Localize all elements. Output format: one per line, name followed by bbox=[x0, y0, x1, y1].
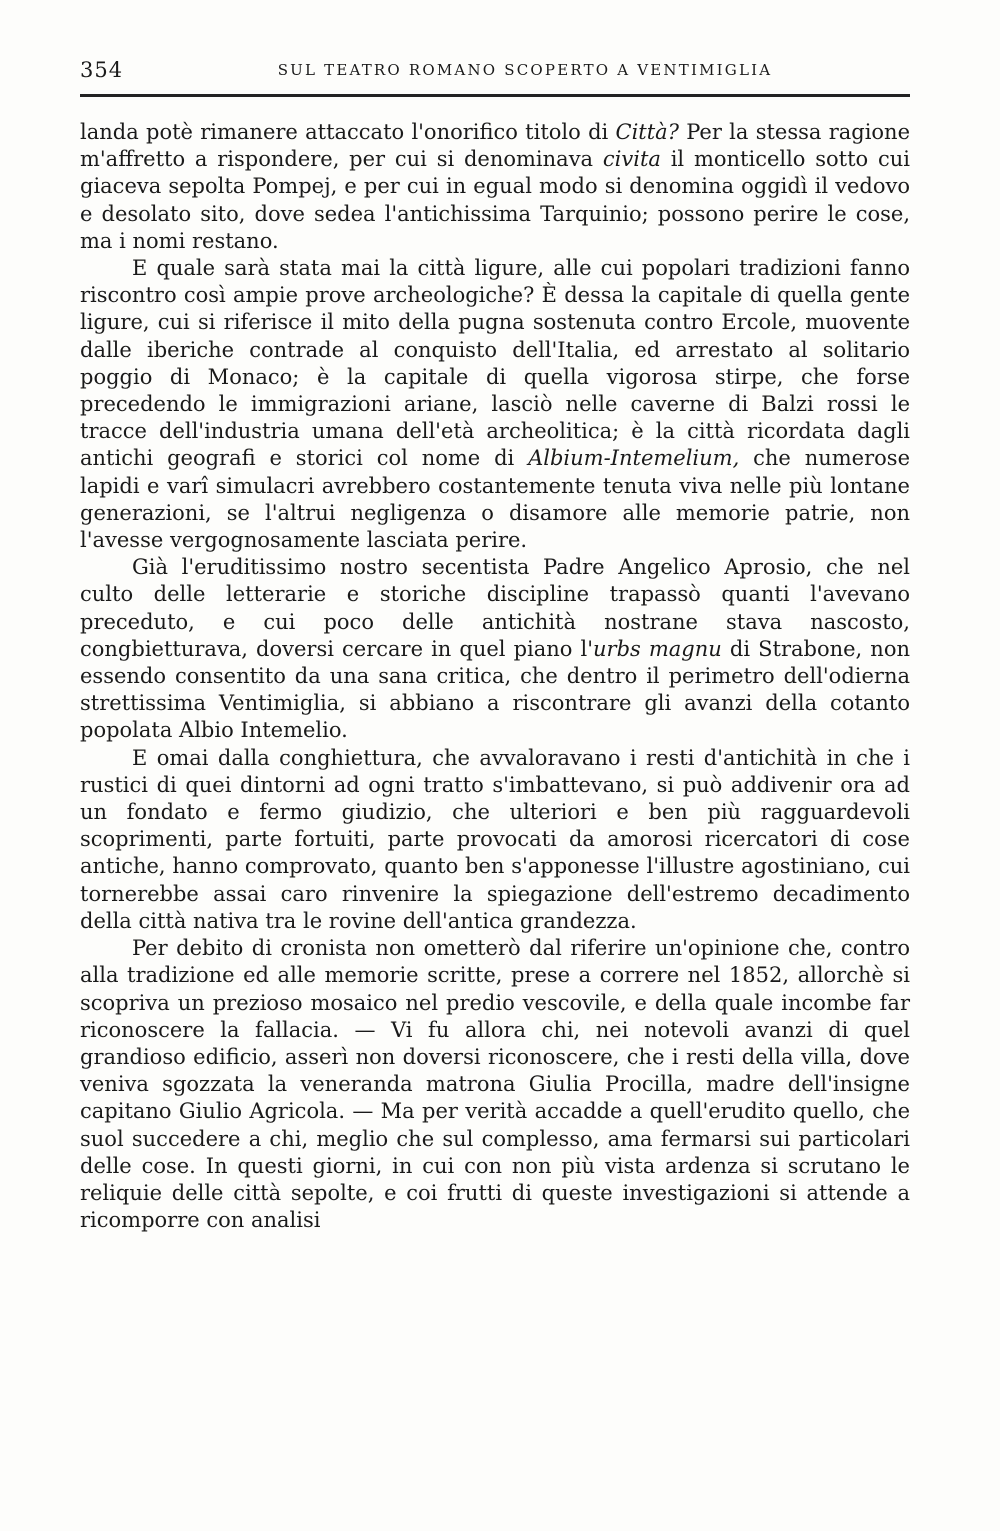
italic-text: civita bbox=[602, 147, 661, 172]
italic-text: urbs magnu bbox=[593, 636, 722, 661]
page-number: 354 bbox=[80, 58, 124, 82]
italic-text: Albium-Intemelium, bbox=[528, 446, 740, 471]
paragraph bbox=[80, 554, 910, 744]
text-run: Per la stessa ragione m'affretto a rispondere, per cui si denominava bbox=[80, 120, 911, 172]
italic-text: Città? bbox=[615, 120, 679, 144]
body-text bbox=[80, 119, 910, 1234]
paragraph bbox=[80, 119, 910, 255]
text-run: di Strabone, non essendo consentito da una sana critica, che dentro il perimetro dell'odierna strettissima Ventimiglia, si abbiano a riscontrare gli avanzi della cotanto popolata Albio Intemelio. bbox=[80, 636, 910, 743]
running-title: SUL TEATRO ROMANO SCOPERTO A VENTIMIGLIA bbox=[277, 61, 773, 79]
paragraph bbox=[80, 255, 910, 554]
text-run: E omai dalla conghiettura, che avvaloravano i resti d'antichità in che i rustici di quei dintorni ad ogni tratto s'imbattevano, si può addivenir ora ad un fondato e fermo giudizio, che ulteriori e ben più ragguardevoli scoprimenti, parte fortuiti, parte provocati da amorosi ricercatori di cose antiche, hanno comprovato, quanto ben s'apponesse l'illustre agostiniano, cui tornerebbe assai caro rinvenire la spiegazione dell'estremo decadimento della città nativa tra le rovine dell'antica grandezza. bbox=[80, 745, 910, 933]
text-run: landa potè rimanere attaccato l'onorifico titolo di bbox=[80, 120, 616, 144]
text-run: E quale sarà stata mai la città ligure, alle cui popolari tradizioni fanno riscontro così ampie prove archeologiche? È dessa la capitale di quella gente ligure, cui si riferisce il mito della pugna sostenuta contro Ercole, muovente dalle iberiche contrade al conquisto dell'Italia, ed arrestato al solitario poggio di Monaco; è la capitale di quella vigorosa stirpe, che forse precedendo le immigrazioni ariane, lasciò nelle caverne di Balzi rossi le tracce dell'industria umana dell'età archeolitica; è la città ricordata dagli antichi geografi e storici col nome di bbox=[80, 256, 910, 471]
text-run: che numerose lapidi e varî simulacri avrebbero costantemente tenuta viva nelle più lontane generazioni, se l'altrui negligenza o disamore alle memorie patrie, non l'avesse vergognosamente lasciata perire. bbox=[80, 446, 910, 553]
text-run: Per debito di cronista non ometterò dal riferire un'opinione che, contro alla tradizione ed alle memorie scritte, prese a correre nel 1852, allorchè si scopriva un prezioso mosaico nel predio vescovile, e della quale incombe far riconoscere la fallacia. — Vi fu allora chi, nei notevoli avanzi di quel grandioso edificio, asserì non doversi riconoscere, che i resti della villa, dove veniva sgozzata la veneranda matrona Giulia Procilla, madre dell'insigne capitano Giulio Agricola. — Ma per verità accadde a quell'erudito quello, che suol succedere a chi, meglio che sul complesso, ama fermarsi sui particolari delle cose. In questi giorni, in cui con non più vista ardenza si scrutano le reliquie delle città sepolte, e coi frutti di queste investigazioni si attende a ricomporre con analisi bbox=[80, 936, 910, 1233]
header-rule bbox=[80, 94, 910, 97]
paragraph bbox=[80, 935, 910, 1234]
page-header bbox=[80, 58, 910, 94]
text-run: il monticello sotto cui giaceva sepolta Pompej, e per cui in egual modo si denomina oggidì il vedovo e desolato sito, dove sedea l'antichissima Tarquinio; possono perire le cose, ma i nomi restano. bbox=[80, 147, 910, 253]
text-run: Già l'eruditissimo nostro secentista Padre Angelico Aprosio, che nel culto delle letterarie e storiche discipline trapassò quanti l'avevano preceduto, e cui poco delle antichità nostrane stava nascosto, congbietturava, doversi cercare in quel piano l' bbox=[80, 555, 910, 661]
paragraph bbox=[80, 745, 910, 935]
